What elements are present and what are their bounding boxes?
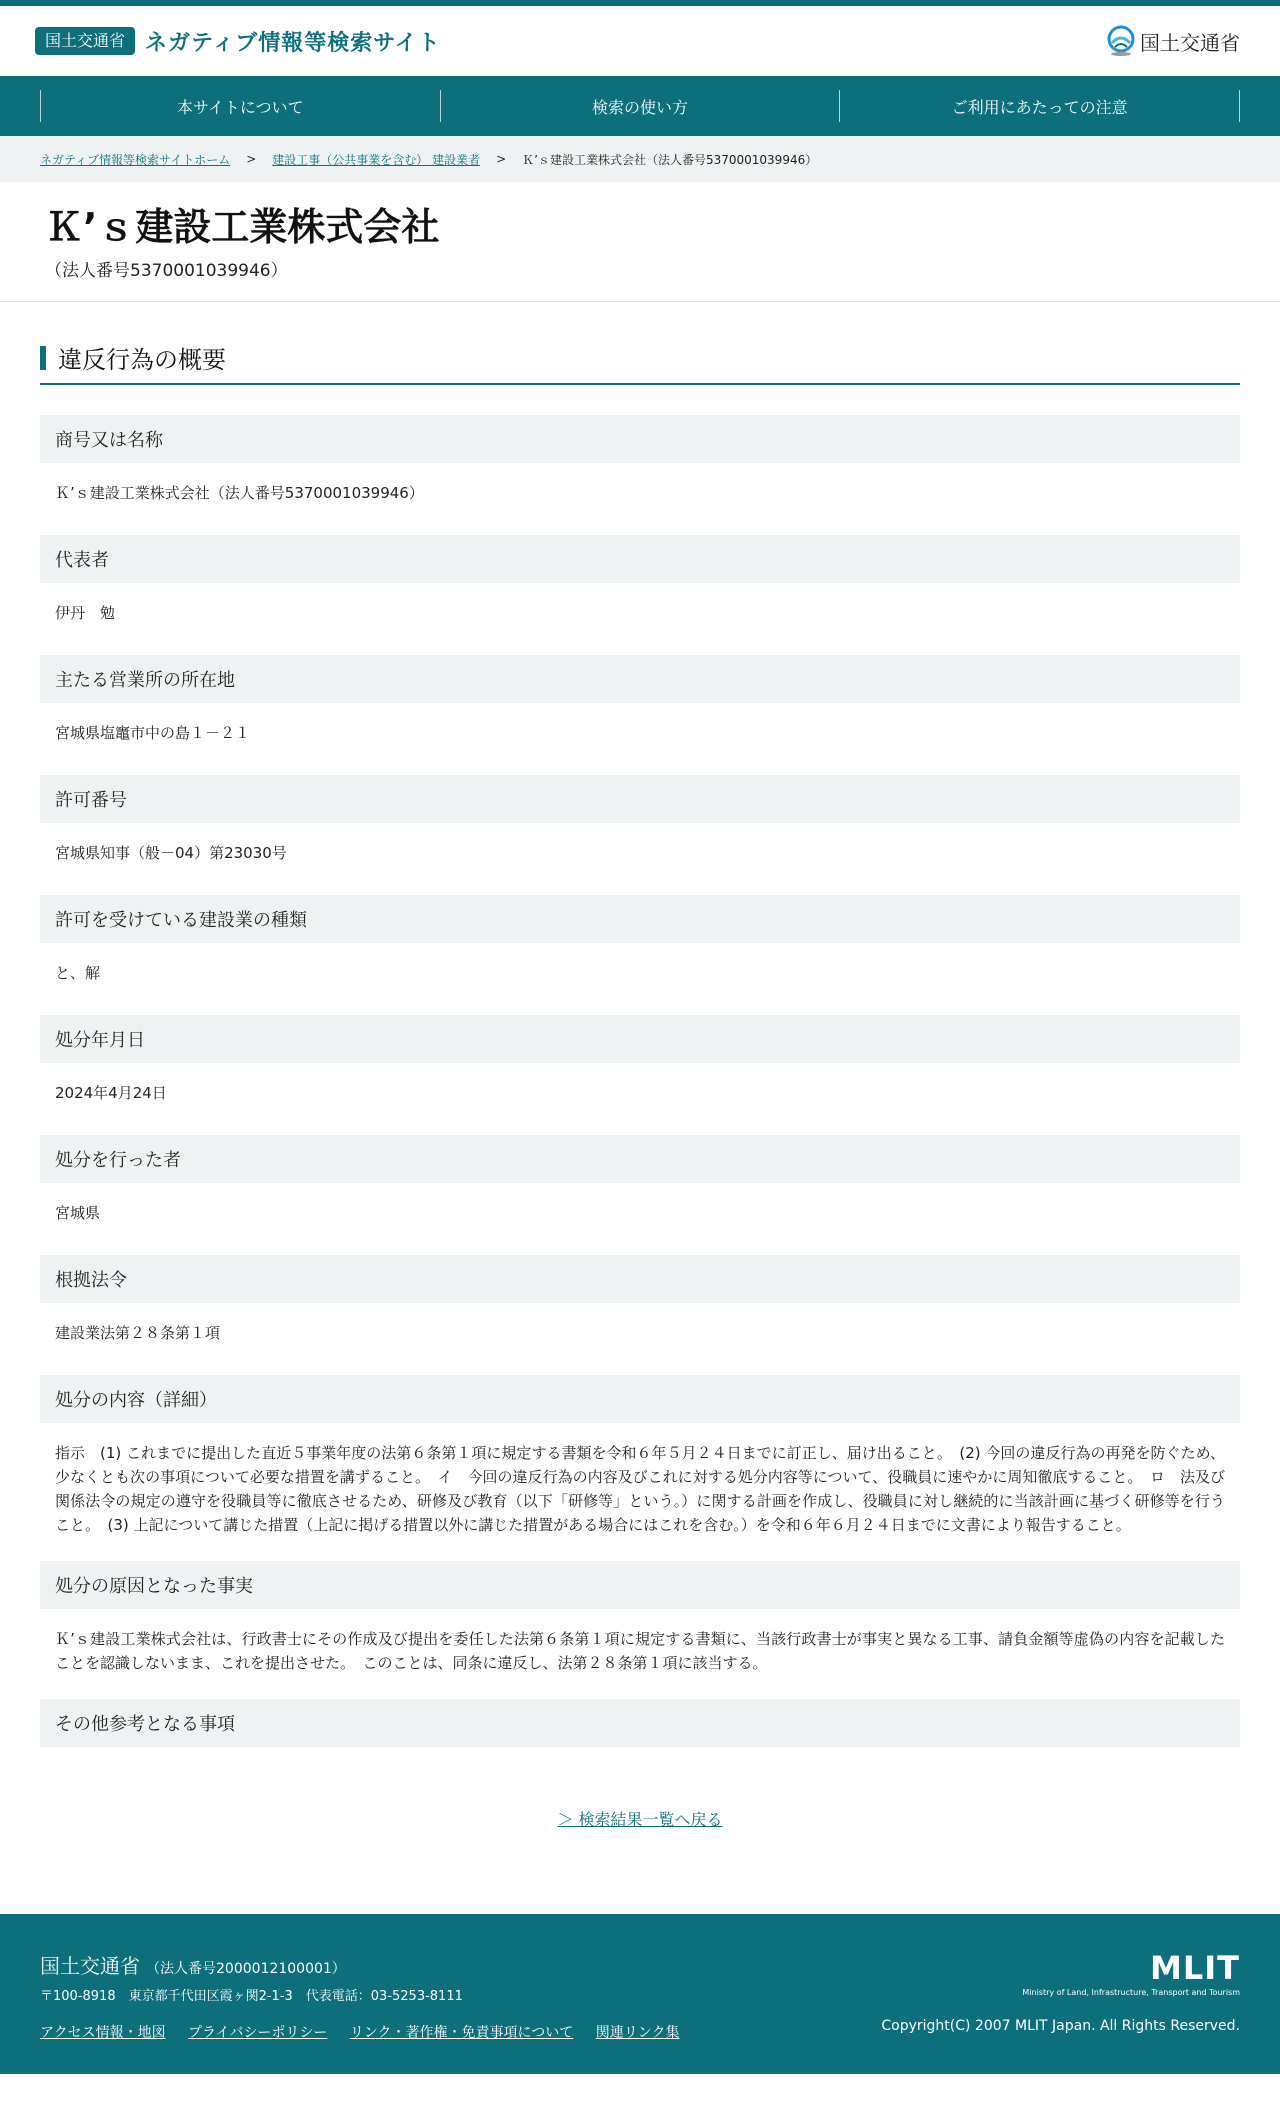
field-address (40, 655, 1240, 751)
mlit-logo-subtitle: Ministry of Land, Infrastructure, Transport and Tourism (1022, 1988, 1240, 1997)
field-label: 処分の原因となった事実 (40, 1561, 1240, 1609)
global-nav (0, 76, 1280, 136)
field-disposition-date (40, 1015, 1240, 1111)
field-legal-basis (40, 1255, 1240, 1351)
footer-link-related[interactable]: 関連リンク集 (595, 2025, 680, 2041)
section-title: 違反行為の概要 (58, 346, 226, 374)
nav-how-to-search[interactable]: 検索の使い方 (440, 90, 840, 122)
breadcrumb-separator: > (496, 152, 507, 166)
heading-accent-bar (40, 346, 46, 370)
page-title: Ｋ’ｓ建設工業株式会社 (45, 205, 440, 249)
site-footer (0, 1914, 1280, 2074)
field-label: その他参考となる事項 (40, 1699, 1240, 1747)
page-title-area (0, 182, 1280, 302)
corporate-number: （法人番号5370001039946） (45, 261, 288, 281)
field-disposing-authority (40, 1135, 1240, 1231)
field-trade-name (40, 415, 1240, 511)
field-value: 宮城県知事（般－04）第23030号 (55, 844, 287, 862)
field-label: 主たる営業所の所在地 (40, 655, 1240, 703)
back-link-wrap (40, 1807, 1240, 1830)
breadcrumb-category-link[interactable]: 建設工事（公共事業を含む） 建設業者 (272, 152, 481, 167)
footer-ministry-label: 国土交通省 (40, 1954, 140, 1978)
ministry-badge: 国土交通省 (35, 27, 135, 55)
field-label: 処分の内容（詳細） (40, 1375, 1240, 1423)
back-to-results-link[interactable]: ＞ 検索結果一覧へ戻る (557, 1810, 723, 1829)
footer-link-privacy[interactable]: プライバシーポリシー (188, 2025, 328, 2041)
site-title: ネガティブ情報等検索サイト (145, 30, 441, 56)
field-representative (40, 535, 1240, 631)
field-value: 指示 (1) これまでに提出した直近５事業年度の法第６条第１項に規定する書類を令和６年５月２４日までに訂正し、届け出ること。 (2) 今回の違反行為の再発を防ぐため、少なくとも次の事項について必要な措置を講ずること。 イ 今回の違反行為の内容及びこれに対する処分内容等について、役職員に速やかに周知徹底すること。 ロ 法及び関係法令の規定の遵守を役職員等に徹底させるため、研修及び教育（以下「研修等」という。）に関する計画を作成し、役職員に対し継続的に当該計画に基づく研修等を行うこと。 (3) 上記について講じた措置（上記に掲げる措置以外に講じた措置がある場合にはこれを含む。）を令和６年６月２４日までに文書により報告すること。 (55, 1444, 1225, 1534)
ministry-logo-text: 国土交通省 (1140, 30, 1240, 55)
ministry-logo[interactable] (1106, 25, 1240, 57)
field-value: Ｋ’ｓ建設工業株式会社（法人番号5370001039946） (55, 484, 424, 502)
footer-link-copyright[interactable]: リンク・著作権・免責事項について (349, 2025, 574, 2041)
field-label: 代表者 (40, 535, 1240, 583)
field-cause-facts (40, 1561, 1240, 1675)
breadcrumb-current: Ｋ’ｓ建設工業株式会社（法人番号5370001039946） (522, 152, 818, 167)
nav-notes[interactable]: ご利用にあたっての注意 (839, 90, 1240, 122)
field-value: 2024年4月24日 (55, 1084, 167, 1102)
field-label: 処分を行った者 (40, 1135, 1240, 1183)
breadcrumb-separator: > (246, 152, 257, 166)
breadcrumb (0, 136, 1280, 182)
site-header (0, 6, 1280, 76)
site-brand[interactable] (35, 26, 441, 57)
section-heading (40, 340, 1240, 385)
field-value: 宮城県 (55, 1204, 101, 1222)
footer-link-access[interactable]: アクセス情報・地図 (40, 2025, 166, 2041)
field-label: 商号又は名称 (40, 415, 1240, 463)
mlit-logo-mark: MLIT (1150, 1949, 1240, 1987)
field-value: 宮城県塩竈市中の島１－２１ (55, 724, 251, 742)
field-value: Ｋ’ｓ建設工業株式会社は、行政書士にその作成及び提出を委任した法第６条第１項に規定する書類に、当該行政書士が事実と異なる工事、請負金額等虚偽の内容を記載したことを認識しないまま、これを提出させた。 このことは、同条に違反し、法第２８条第１項に該当する。 (55, 1630, 1225, 1672)
breadcrumb-home-link[interactable]: ネガティブ情報等検索サイトホーム (40, 152, 231, 167)
field-disposition-details (40, 1375, 1240, 1537)
field-license-number (40, 775, 1240, 871)
field-label: 許可番号 (40, 775, 1240, 823)
field-other-notes (40, 1699, 1240, 1747)
field-label: 根拠法令 (40, 1255, 1240, 1303)
main-content (0, 302, 1280, 1830)
footer-address: 〒100-8918 東京都千代田区霞ヶ関2-1-3 代表電話：03-5253-8111 (40, 1989, 463, 2004)
mlit-logo[interactable] (1022, 1949, 1240, 1997)
field-label: 処分年月日 (40, 1015, 1240, 1063)
ministry-emblem-icon (1106, 25, 1136, 57)
field-value: と、解 (55, 964, 101, 982)
field-label: 許可を受けている建設業の種類 (40, 895, 1240, 943)
nav-about[interactable]: 本サイトについて (40, 90, 440, 122)
field-value: 建設業法第２８条第１項 (55, 1324, 221, 1342)
footer-corporate-number: （法人番号2000012100001） (146, 1961, 346, 1977)
field-license-types (40, 895, 1240, 991)
copyright: Copyright(C) 2007 MLIT Japan. All Rights Reserved. (881, 2018, 1240, 2034)
field-value: 伊丹 勉 (55, 604, 116, 622)
